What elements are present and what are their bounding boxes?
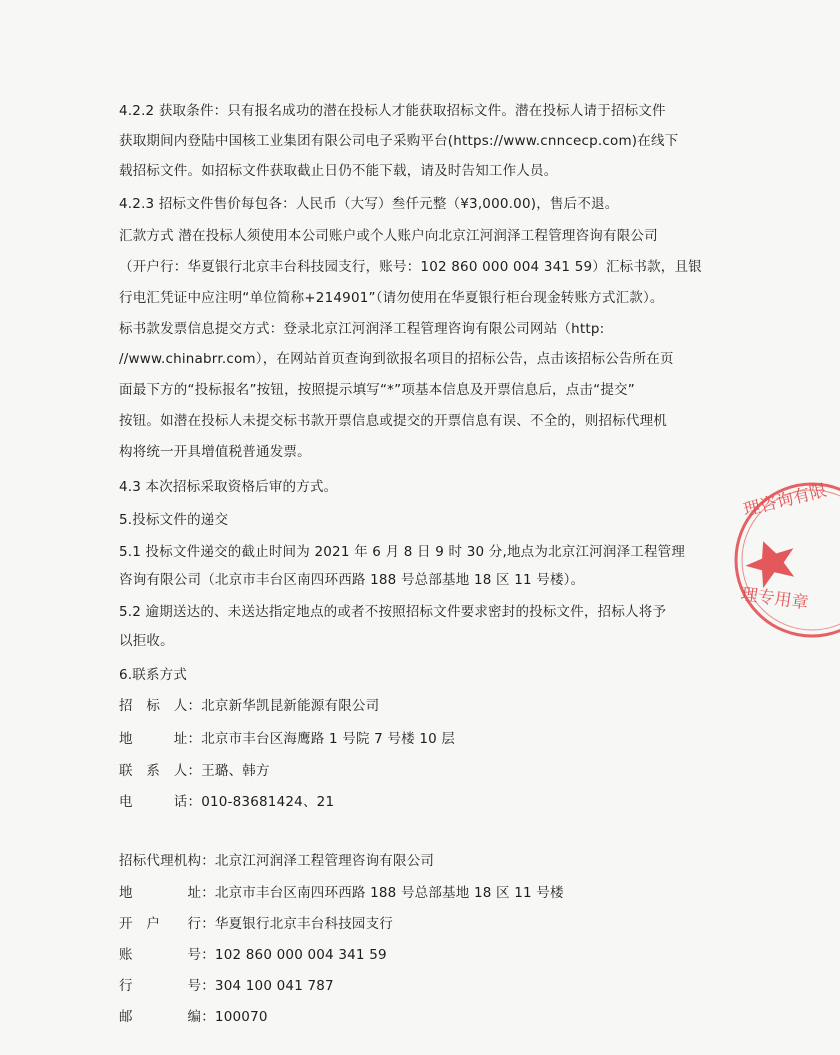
section-5-title: 5.投标文件的递交 xyxy=(119,512,229,528)
para-422-line-1: 4.2.2 获取条件：只有报名成功的潜在投标人才能获取招标文件。潜在投标人请于招标文件 xyxy=(119,103,666,119)
para-51-line-2: 咨询有限公司（北京市丰台区南四环西路 188 号总部基地 18 区 11 号楼）。 xyxy=(119,572,585,588)
agency-label: 开 户 行： xyxy=(119,916,215,932)
contact-row-tenderer xyxy=(119,697,379,715)
agency-value: 102 860 000 004 341 59 xyxy=(214,947,387,963)
agency-value: 304 100 041 787 xyxy=(214,978,334,994)
agency-row-bank xyxy=(119,915,393,933)
agency-label: 行 号： xyxy=(119,978,215,994)
agency-value: 北京市丰台区南四环西路 188 号总部基地 18 区 11 号楼 xyxy=(214,885,564,901)
para-remit-line-2: （开户行：华夏银行北京丰台科技园支行，账号：102 860 000 004 341 59）汇标书款，且银 xyxy=(119,259,702,275)
agency-value: 北京江河润泽工程管理咨询有限公司 xyxy=(214,853,435,869)
agency-label: 账 号： xyxy=(119,947,215,963)
contact-row-phone xyxy=(119,793,334,811)
para-422-line-3: 载招标文件。如招标文件获取截止日仍不能下载，请及时告知工作人员。 xyxy=(119,163,558,179)
agency-row-address xyxy=(119,884,564,902)
contact-label: 招 标 人： xyxy=(119,698,202,714)
para-remit-line-1: 汇款方式 潜在投标人须使用本公司账户或个人账户向北京江河润泽工程管理咨询有限公司 xyxy=(119,228,658,244)
para-remit-line-3: 行电汇凭证中应注明“单位简称+214901”（请勿使用在华夏银行柜台现金转账方式汇款）。 xyxy=(119,290,664,306)
seal-top-text: 理咨询有限 xyxy=(741,480,829,521)
para-423: 4.2.3 招标文件售价每包各：人民币（大写）叁仟元整（¥3,000.00)，售后不退。 xyxy=(119,196,619,212)
para-invoice-line-1: 标书款发票信息提交方式：登录北京江河润泽工程管理咨询有限公司网站（http: xyxy=(119,321,605,337)
contact-label: 地 址： xyxy=(119,731,202,747)
agency-row-account xyxy=(119,946,387,964)
contact-label: 联 系 人： xyxy=(119,763,202,779)
agency-row-bank-code xyxy=(119,977,334,995)
contact-row-address xyxy=(119,730,455,748)
para-52-line-1: 5.2 逾期送达的、未送达指定地点的或者不按照招标文件要求密封的投标文件，招标人将予 xyxy=(119,604,667,620)
section-6-title: 6.联系方式 xyxy=(119,667,188,683)
agency-value: 华夏银行北京丰台科技园支行 xyxy=(214,916,394,932)
seal-bottom-text: 理专用章 xyxy=(739,584,810,614)
company-seal xyxy=(700,470,840,650)
seal-star-icon xyxy=(740,532,803,591)
para-51-line-1: 5.1 投标文件递交的截止时间为 2021 年 6 月 8 日 9 时 30 分,地点为北京江河润泽工程管理 xyxy=(119,544,686,560)
para-43: 4.3 本次招标采取资格后审的方式。 xyxy=(119,479,338,495)
para-invoice-line-2: //www.chinabrr.com），在网站首页查询到欲报名项目的招标公告，点击该招标公告所在页 xyxy=(119,351,674,367)
para-invoice-line-4: 按钮。如潜在投标人未提交标书款开票信息或提交的开票信息有误、不全的，则招标代理机 xyxy=(119,413,667,429)
contact-label: 电 话： xyxy=(119,794,202,810)
para-422-line-2: 获取期间内登陆中国核工业集团有限公司电子采购平台(https://www.cnncecp.com)在线下 xyxy=(119,133,679,149)
agency-label: 招标代理机构： xyxy=(119,853,215,869)
para-52-line-2: 以拒收。 xyxy=(119,633,174,649)
agency-label: 地 址： xyxy=(119,885,215,901)
contact-value: 010-83681424、21 xyxy=(201,794,335,810)
agency-value: 100070 xyxy=(214,1009,268,1025)
agency-row-name xyxy=(119,852,434,870)
contact-row-person xyxy=(119,762,270,780)
para-invoice-line-3: 面最下方的“投标报名”按钮，按照提示填写“*”项基本信息及开票信息后，点击“提交” xyxy=(119,382,635,398)
contact-value: 北京新华凯昆新能源有限公司 xyxy=(201,698,380,714)
contact-value: 王璐、韩方 xyxy=(201,763,270,779)
agency-row-postcode xyxy=(119,1008,268,1026)
contact-value: 北京市丰台区海鹰路 1 号院 7 号楼 10 层 xyxy=(201,731,456,747)
para-invoice-line-5: 构将统一开具增值税普通发票。 xyxy=(119,444,311,460)
agency-label: 邮 编： xyxy=(119,1009,215,1025)
